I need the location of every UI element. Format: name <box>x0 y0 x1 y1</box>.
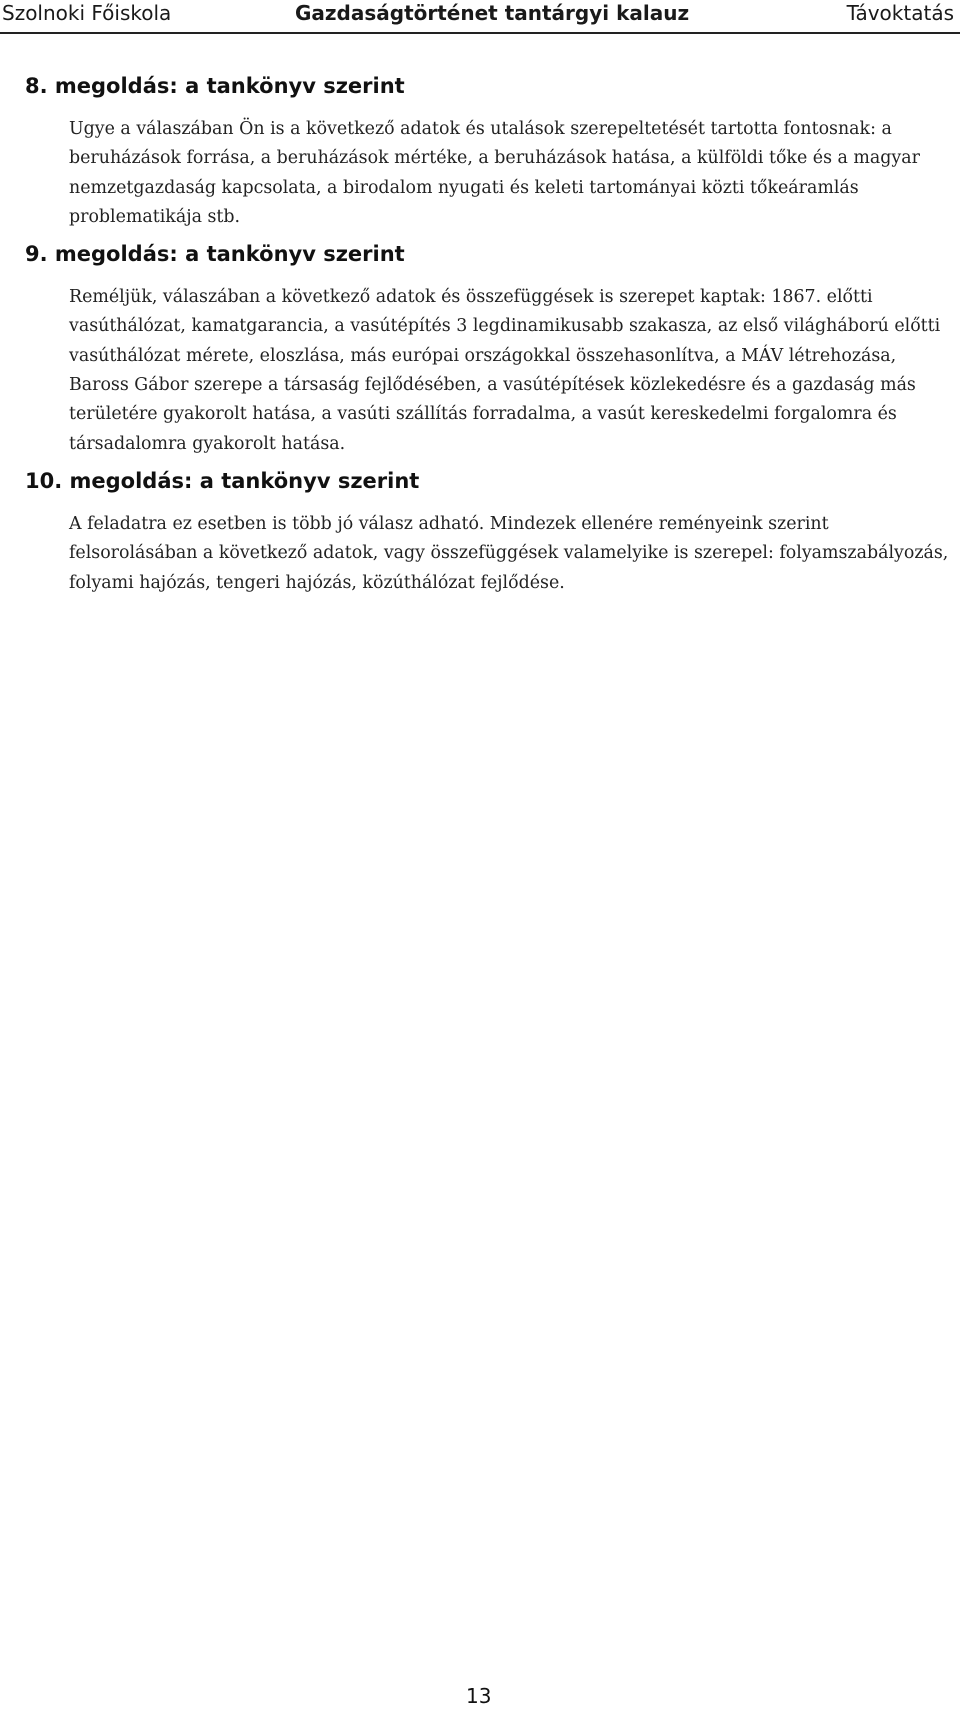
page-header <box>0 0 960 34</box>
document-body <box>25 74 955 598</box>
header-course-title: Gazdaságtörténet tantárgyi kalauz <box>295 1 690 25</box>
section-text-8: Ugye a válaszában Ön is a következő adatok és utalások szerepeltetését tartotta fontosnak: a beruházások forrása, a beruházások mértéke, a beruházások hatása, a külföldi tőke és a magyar nemzetgazdaság kapcsolata, a birodalom nyugati és keleti tartományai közti tőkeáramlás problematikája stb. <box>69 119 920 227</box>
section-text-10: A feladatra ez esetben is több jó válasz adható. Mindezek ellenére reményeink szerint felsorolásában a következő adatok, vagy összefüggések valamelyike is szerepel: folyamszabályozás, folyami hajózás, tengeri hajózás, közúthálózat fejlődése. <box>69 513 949 593</box>
header-institution: Szolnoki Főiskola <box>2 1 172 25</box>
header-program: Távoktatás <box>846 1 954 25</box>
section-heading-8: 8. megoldás: a tankönyv szerint <box>25 74 405 98</box>
section-heading-10: 10. megoldás: a tankönyv szerint <box>25 468 420 493</box>
header-divider <box>0 32 960 34</box>
section-text-9: Reméljük, válaszában a következő adatok és összefüggések is szerepet kaptak: 1867. előtti vasúthálózat, kamatgarancia, a vasútépítés 3 legdinamikusabb szakasza, az első világháború előtti vasúthálózat mérete, eloszlása, más európai országokkal összehasonlítva, a MÁV létrehozása, Baross Gábor szerepe a társaság fejlődésében, a vasútépítések közlekedésre és a gazdaság más területére gyakorolt hatása, a vasúti szállítás forradalma, a vasút kereskedelmi forgalomra és társadalomra gyakorolt hatása. <box>69 287 941 454</box>
section-heading-9: 9. megoldás: a tankönyv szerint <box>25 242 405 267</box>
page-number: 13 <box>466 1684 492 1708</box>
